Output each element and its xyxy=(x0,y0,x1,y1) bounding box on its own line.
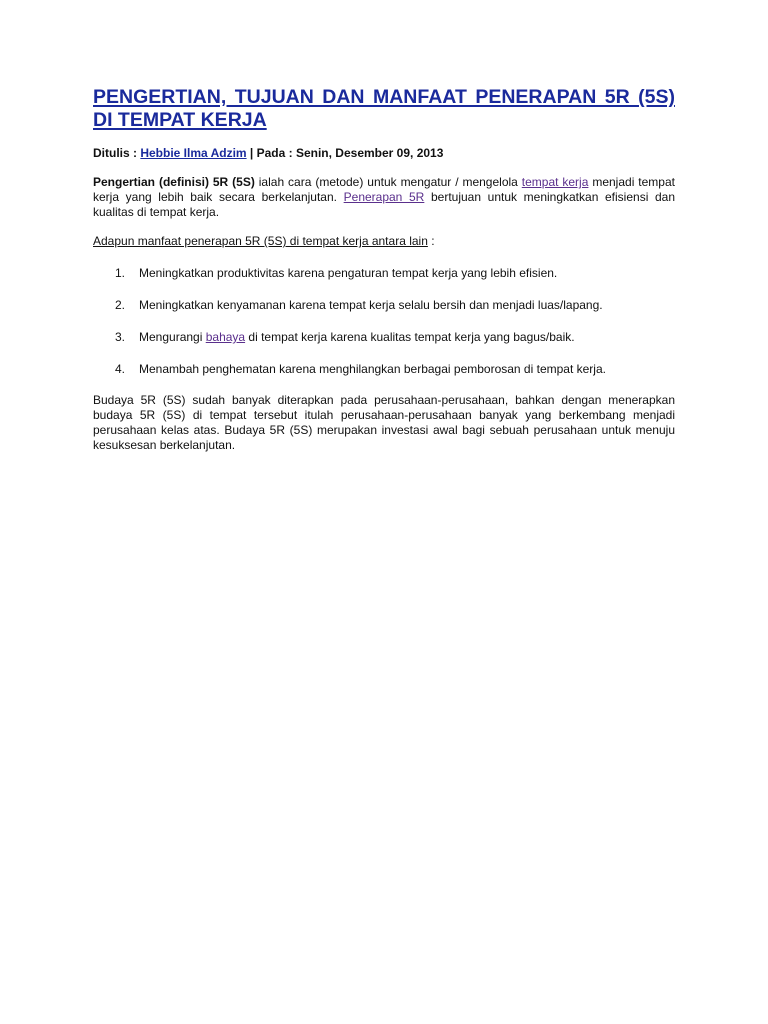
list-item-text: Meningkatkan produktivitas karena pengaturan tempat kerja yang lebih efisien. xyxy=(139,266,558,280)
closing-paragraph: Budaya 5R (5S) sudah banyak diterapkan pada perusahaan-perusahaan, bahkan dengan menerapkan budaya 5R (5S) di tempat tersebut itulah perusahaan-perusahaan banyak yang berkembang menjadi perusahaan kelas atas. Budaya 5R (5S) merupakan investasi awal bagi sebuah perusahaan untuk menuju kesuksesan berkelanjutan. xyxy=(93,393,675,452)
list-item-text: Menambah penghematan karena menghilangkan berbagai pemborosan di tempat kerja. xyxy=(139,362,606,376)
meta-separator: | Pada : xyxy=(246,146,296,160)
penerapan-5r-link[interactable]: Penerapan 5R xyxy=(343,190,425,204)
list-item xyxy=(93,362,675,377)
list-item xyxy=(93,330,675,345)
benefits-list xyxy=(93,266,675,377)
author-link[interactable]: Hebbie Ilma Adzim xyxy=(140,146,247,160)
intro-term: Pengertian (definisi) 5R (5S) xyxy=(93,175,255,189)
article-title[interactable] xyxy=(93,86,675,132)
meta-date: Senin, Desember 09, 2013 xyxy=(295,146,444,160)
benefits-intro-suffix: : xyxy=(427,234,435,248)
intro-paragraph xyxy=(93,175,675,220)
list-item-text: Meningkatkan kenyamanan karena tempat kerja selalu bersih dan menjadi luas/lapang. xyxy=(139,298,603,312)
article-meta xyxy=(93,145,675,161)
list-item xyxy=(93,266,675,281)
article-title-link[interactable]: PENGERTIAN, TUJUAN DAN MANFAAT PENERAPAN 5R (5S) DI TEMPAT KERJA xyxy=(93,86,675,131)
intro-text-1: ialah cara (metode) untuk mengatur / mengelola xyxy=(254,175,522,189)
list-item-text-post: di tempat kerja karena kualitas tempat kerja yang bagus/baik. xyxy=(245,330,575,344)
document-page xyxy=(93,86,675,453)
list-item-text-pre: Mengurangi xyxy=(139,330,206,344)
meta-written-label: Ditulis : xyxy=(93,146,141,160)
list-item-number: 1. xyxy=(115,266,126,280)
benefits-intro xyxy=(93,234,675,249)
list-item xyxy=(93,298,675,313)
list-item-number: 2. xyxy=(115,298,126,312)
benefits-intro-underlined: Adapun manfaat penerapan 5R (5S) di tempat kerja antara lain xyxy=(93,234,428,248)
intro-text-2: menjadi tempat kerja yang lebih baik secara berkelanjutan. xyxy=(93,175,675,204)
list-item-number: 3. xyxy=(115,330,126,344)
intro-text-3: bertujuan untuk meningkatkan efisiensi dan kualitas di tempat kerja. xyxy=(93,190,676,219)
tempat-kerja-link[interactable]: tempat kerja xyxy=(521,175,589,189)
bahaya-link[interactable]: bahaya xyxy=(205,330,246,344)
list-item-number: 4. xyxy=(115,362,126,376)
